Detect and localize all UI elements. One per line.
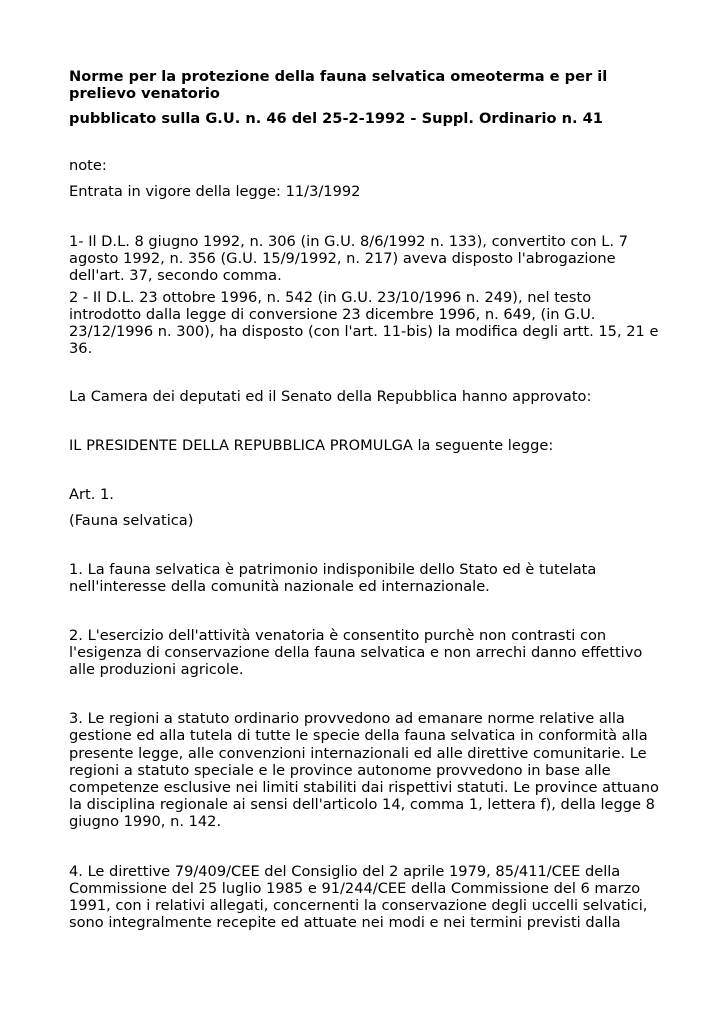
article-number: Art. 1. — [69, 485, 114, 503]
article-paragraph-2: 2. L'esercizio dell'attività venatoria è consentito purchè non contrasti con l'esigenza di conservazione della fauna selvatica e non arrechi danno effettivo alle produzioni agricole. — [69, 626, 643, 679]
notes-label: note: — [69, 156, 107, 174]
approval-statement: La Camera dei deputati ed il Senato della Repubblica hanno approvato: — [69, 388, 592, 406]
law-title: Norme per la protezione della fauna selvatica omeoterma e per il prelievo venatorio — [69, 68, 608, 103]
entry-into-force: Entrata in vigore della legge: 11/3/1992 — [69, 182, 361, 200]
note-2: 2 - Il D.L. 23 ottobre 1996, n. 542 (in G.U. 23/10/1996 n. 249), nel testo introdotto dalla legge di conversione 23 dicembre 1996, n. 649, (in G.U. 23/12/1996 n. 300), ha disposto (con l'art. 11-bis) la modifica degli artt. 15, 21 e 36. — [69, 288, 659, 358]
article-paragraph-3: 3. Le regioni a statuto ordinario provvedono ad emanare norme relative alla gestione ed alla tutela di tutte le specie della fauna selvatica in conformità alla presente legge, alle convenzioni internazionali ed alle direttive comunitarie. Le regioni a statuto speciale e le province autonome provvedono in base alle competenze esclusive nei limiti stabiliti dai rispettivi statuti. Le province attuano la disciplina regionale ai sensi dell'articolo 14, comma 1, lettera f), della legge 8 giugno 1990, n. 142. — [69, 710, 659, 831]
note-1: 1- Il D.L. 8 giugno 1992, n. 306 (in G.U. 8/6/1992 n. 133), convertito con L. 7 agosto 1992, n. 356 (G.U. 15/9/1992, n. 217) aveva disposto l'abrogazione dell'art. 37, secondo comma. — [69, 233, 628, 285]
article-heading: (Fauna selvatica) — [69, 512, 194, 530]
promulgation-statement: IL PRESIDENTE DELLA REPUBBLICA PROMULGA la seguente legge: — [69, 436, 554, 454]
article-paragraph-4: 4. Le direttive 79/409/CEE del Consiglio del 2 aprile 1979, 85/411/CEE della Commissione del 25 luglio 1985 e 91/244/CEE della Commissione del 6 marzo 1991, con i relativi allegati, concernenti la conservazione degli uccelli selvatici, sono integralmente recepite ed attuate nei modi e nei termini previsti dalla — [69, 862, 648, 932]
document-page — [69, 68, 661, 932]
publication-reference: pubblicato sulla G.U. n. 46 del 25-2-1992 - Suppl. Ordinario n. 41 — [69, 110, 603, 128]
article-paragraph-1: 1. La fauna selvatica è patrimonio indisponibile dello Stato ed è tutelata nell'interesse della comunità nazionale ed internazionale. — [69, 561, 597, 596]
